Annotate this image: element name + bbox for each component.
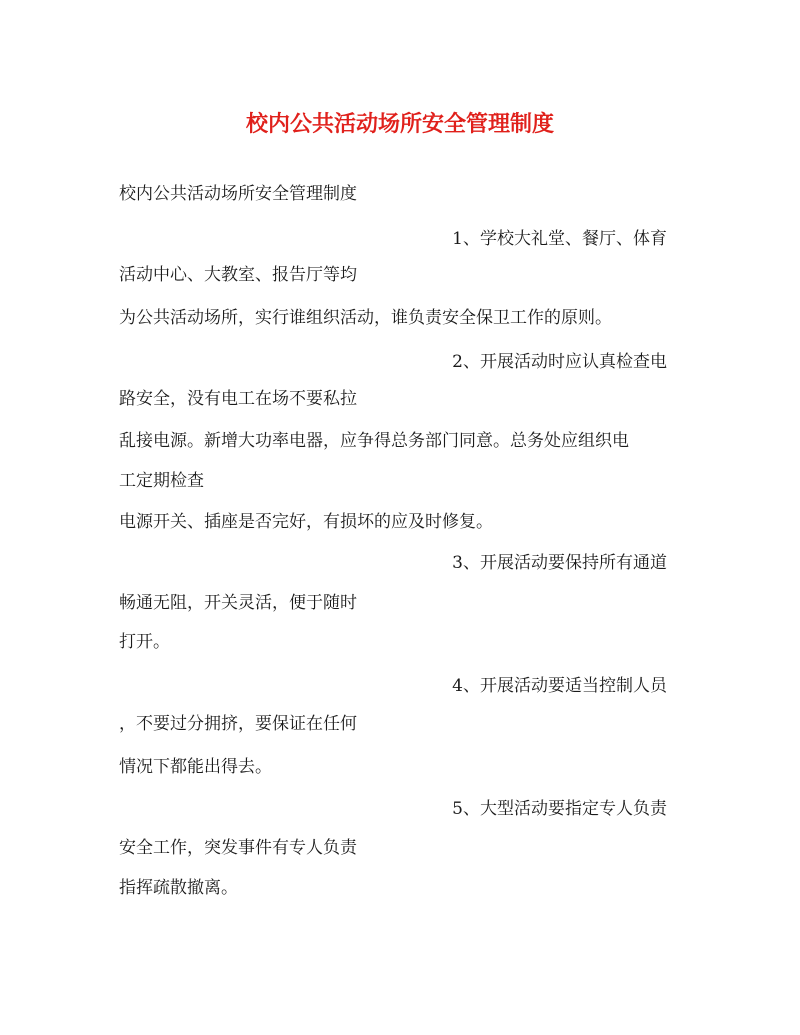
clause-4-line-3: 情况下都能出得去。 xyxy=(119,757,272,777)
clause-3-line-3: 打开。 xyxy=(119,632,170,652)
clause-4-line-2: ，不要过分拥挤，要保证在任何 xyxy=(119,714,357,734)
subtitle-line: 校内公共活动场所安全管理制度 xyxy=(119,184,357,204)
clause-3-line-2: 畅通无阻，开关灵活，便于随时 xyxy=(119,593,357,613)
clause-5-line-2: 安全工作，突发事件有专人负责 xyxy=(119,838,357,858)
clause-5-line-3: 指挥疏散撤离。 xyxy=(119,878,238,898)
clause-2-line-3: 乱接电源。新增大功率电器，应争得总务部门同意。总务处应组织电 xyxy=(119,431,629,451)
document-title: 校内公共活动场所安全管理制度 xyxy=(245,111,554,137)
clause-1-line-1: 1、学校大礼堂、餐厅、体育 xyxy=(452,229,667,249)
clause-3-line-1: 3、开展活动要保持所有通道 xyxy=(452,553,667,573)
clause-2-line-2: 路安全，没有电工在场不要私拉 xyxy=(119,389,357,409)
clause-1-line-2: 活动中心、大教室、报告厅等均 xyxy=(119,265,357,285)
clause-5-line-1: 5、大型活动要指定专人负责 xyxy=(452,799,667,819)
clause-4-line-1: 4、开展活动要适当控制人员 xyxy=(452,676,667,696)
clause-2-line-5: 电源开关、插座是否完好，有损坏的应及时修复。 xyxy=(119,512,493,532)
clause-2-line-1: 2、开展活动时应认真检查电 xyxy=(452,352,667,372)
clause-2-line-4: 工定期检查 xyxy=(119,471,204,491)
clause-1-line-3: 为公共活动场所，实行谁组织活动，谁负责安全保卫工作的原则。 xyxy=(119,308,612,328)
